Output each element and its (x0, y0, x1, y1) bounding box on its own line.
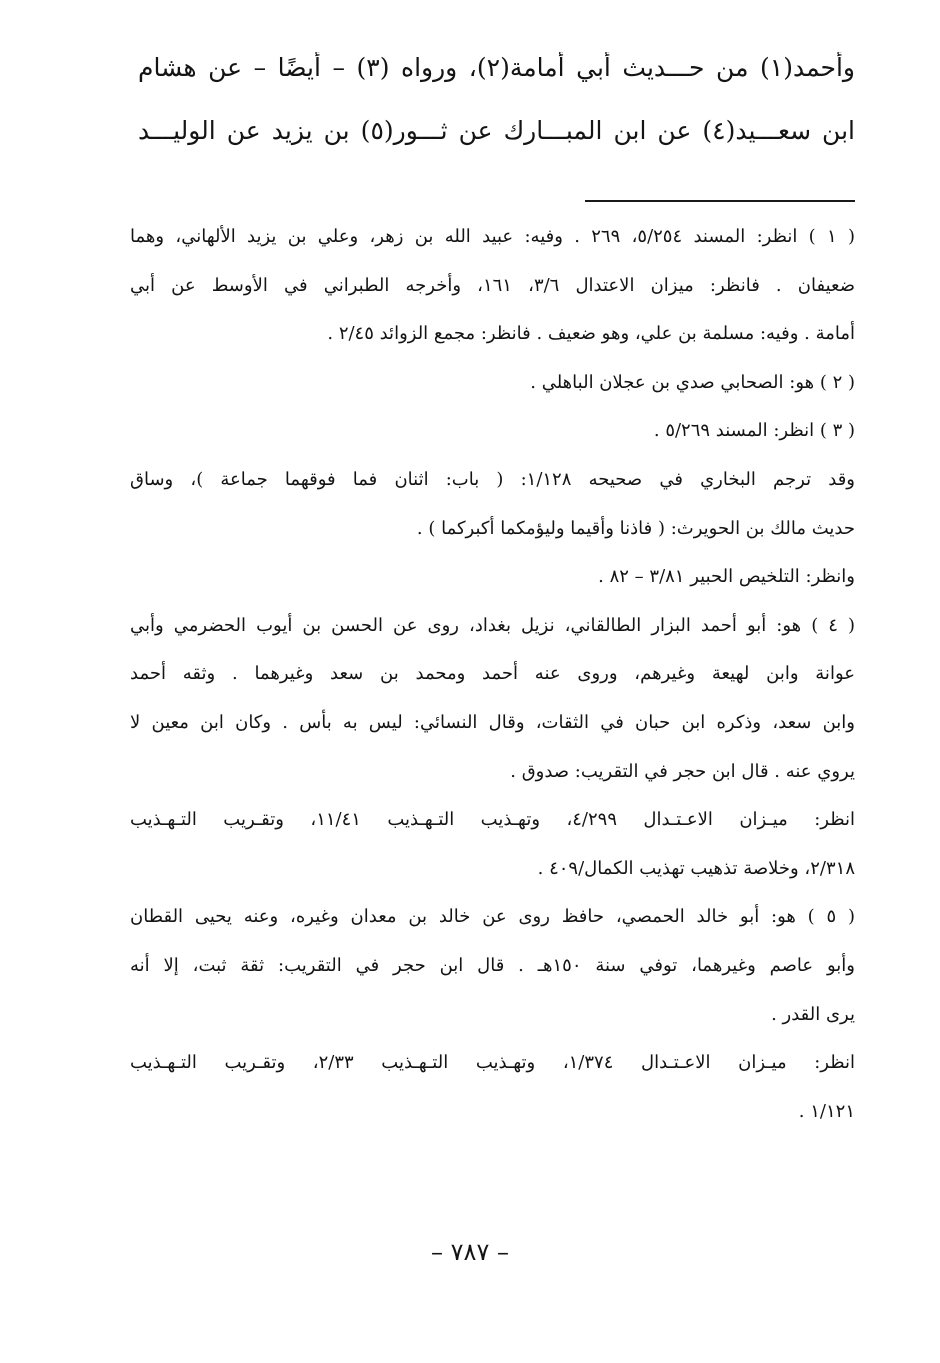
footnote-5-line: انظر: ميـزان الاعـتـدال ١/٣٧٤، وتهـذيب التـهـذيب ٢/٣٣، وتقـريب التـهـذيب (130, 1052, 855, 1074)
main-text-line: ابن سعـــيد(٤) عن ابن المبـــارك عن ثـــور(٥) بن يزيد عن الوليـــد (138, 116, 855, 145)
footnote-3-line: وقد ترجم البخاري في صحيحه ١/١٢٨: ( باب: اثنان فما فوقهما جماعة )، وساق (130, 468, 855, 490)
footnote-2-line: ( ٢ ) هو: الصحابي صدي بن عجلان الباهلي . (530, 371, 855, 393)
footnote-4-line: ( ٤ ) هو: أبو أحمد البزار الطالقاني، نزيل بغداد، روى عن الحسن بن أيوب الحضرمي وأبي (130, 614, 855, 636)
footnote-3-line: ( ٣ ) انظر: المسند ٥/٢٦٩ . (653, 420, 855, 442)
page-number: – ٧٨٧ – (431, 1238, 509, 1266)
footnote-4-line: عوانة وابن لهيعة وغيرهم، وروى عنه أحمد ومحمد بن سعد وغيرهما . وثقه أحمد (130, 663, 855, 685)
footnote-4-line: وابن سعد، وذكره ابن حبان في الثقات، وقال النسائي: ليس به بأس . وكان ابن معين لا (130, 711, 855, 733)
footnote-separator (585, 200, 855, 202)
footnote-5-line: وأبو عاصم وغيرهما، توفي سنة ١٥٠هـ . قال ابن حجر في التقريب: ثقة ثبت، إلا أنه (130, 954, 855, 976)
footnote-3-line: وانظر: التلخيص الحبير ٣/٨١ – ٨٢ . (598, 566, 855, 588)
footnote-1-line: ( ١ ) انظر: المسند ٥/٢٥٤، ٢٦٩ . وفيه: عبيد الله بن زهر، وعلي بن يزيد الألهاني، وهما (130, 226, 855, 247)
main-text (138, 52, 855, 178)
footnote-5-line: ( ٥ ) هو: أبو خالد الحمصي، حافظ روى عن خالد بن معدان وغيره، وعنه يحيى القطان (130, 906, 855, 928)
footnotes (130, 223, 855, 1146)
footnote-5-line: يرى القدر . (771, 1003, 855, 1025)
footnote-4-line: ٢/٣١٨، وخلاصة تذهيب تهذيب الكمال/٤٠٩ . (537, 857, 855, 879)
footnote-1-line: أمامة . وفيه: مسلمة بن علي، وهو ضعيف . فانظر: مجمع الزوائد ٢/٤٥ . (327, 323, 855, 345)
footnote-5-line: ١/١٢١ . (798, 1100, 855, 1122)
main-text-line: وأحمد(١) من حـــديث أبي أمامة(٢)، ورواه (٣) – أيضًا – عن هشام (138, 53, 855, 82)
footnote-3-line: حديث مالك بن الحويرث: ( فاذنا وأقيما وليؤمكما أكبركما ) . (416, 517, 855, 539)
footnote-1-line: ضعيفان . فانظر: ميزان الاعتدال ٣/٦، ١٦١، وأخرجه الطبراني في الأوسط عن أبي (130, 274, 855, 296)
footnote-4-line: انظر: ميـزان الاعـتـدال ٤/٢٩٩، وتهـذيب التـهـذيب ١١/٤١، وتقـريب التـهـذيب (130, 809, 855, 831)
footnote-4-line: يروي عنه . قال ابن حجر في التقريب: صدوق . (510, 760, 855, 782)
